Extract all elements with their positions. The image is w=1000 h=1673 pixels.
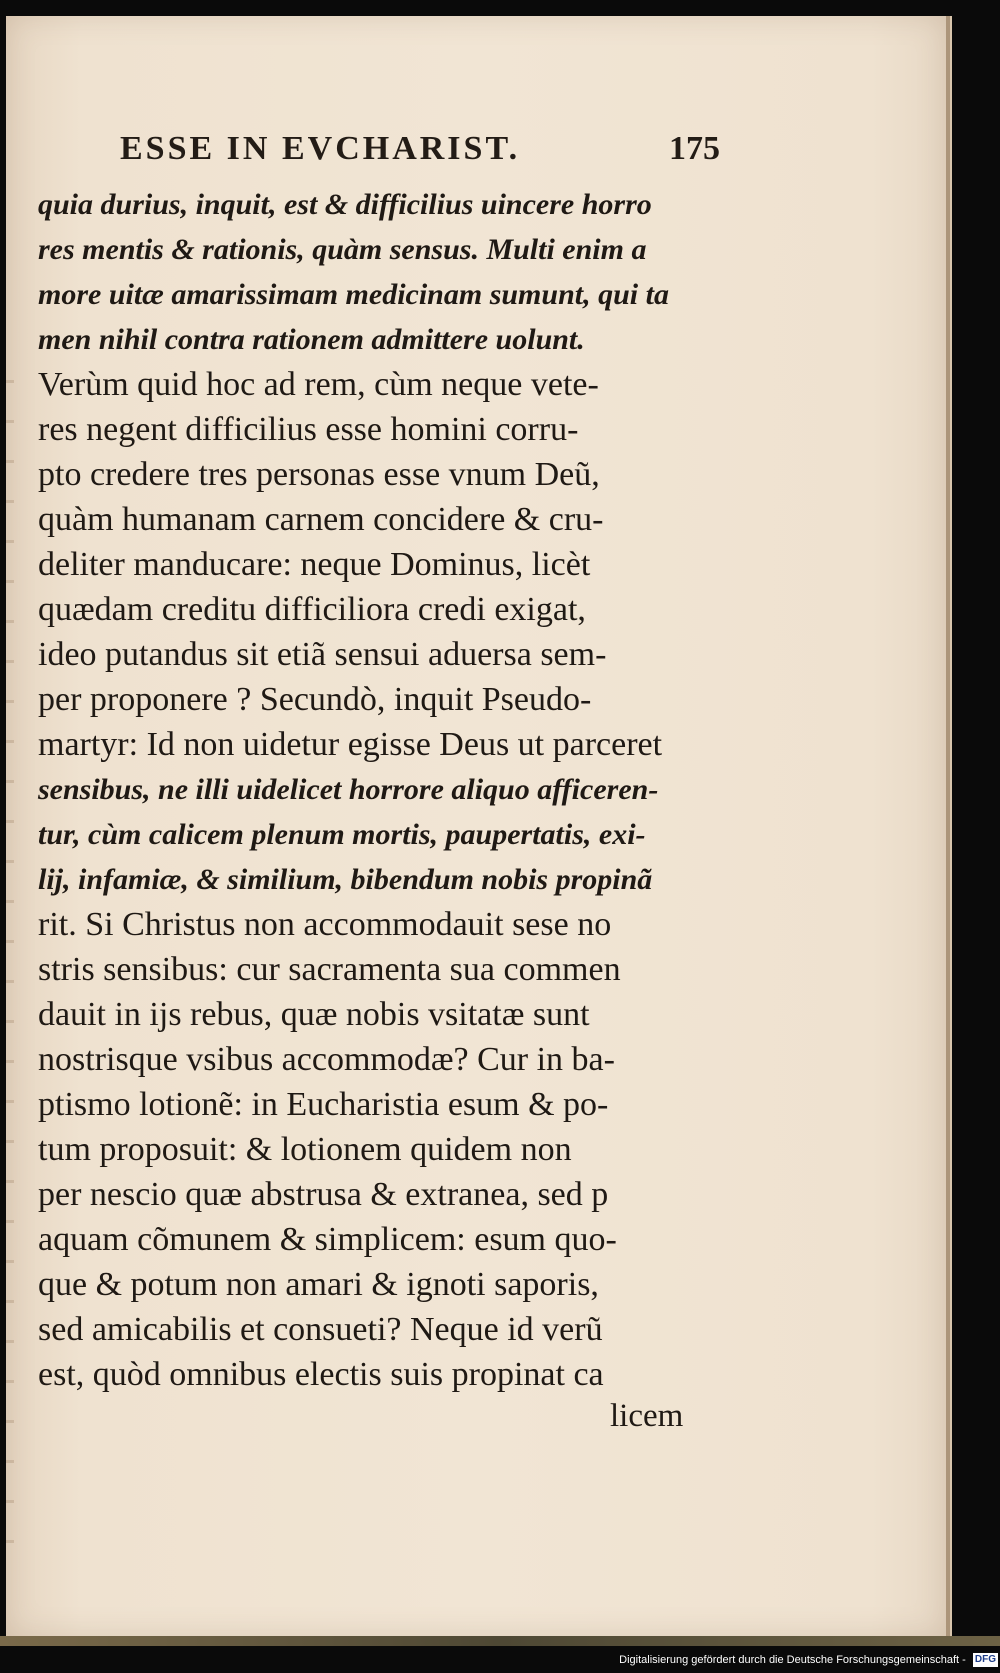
text-line: ideo putandus sit etiã sensui aduersa sem- (38, 636, 607, 673)
text-line: quàm humanam carnem concidere & cru- (38, 501, 604, 538)
text-line: tur, cùm calicem plenum mortis, paupertatis, exi- (38, 818, 646, 851)
page-header (120, 130, 720, 174)
text-line: men nihil contra rationem admittere uolunt. (38, 323, 585, 356)
page-number: 175 (669, 130, 720, 167)
page-edge-right (946, 16, 950, 1636)
text-line: sed amicabilis et consueti? Neque id verũ (38, 1311, 603, 1348)
text-line: deliter manducare: neque Dominus, licèt (38, 546, 591, 583)
running-head: ESSE IN EVCHARIST. (120, 130, 521, 167)
catchword: licem (610, 1398, 684, 1434)
text-line: martyr: Id non uidetur egisse Deus ut parceret (38, 726, 663, 763)
text-line: more uitæ amarissimam medicinam sumunt, qui ta (38, 278, 669, 311)
text-line: dauit in ijs rebus, quæ nobis vsitatæ sunt (38, 996, 590, 1033)
text-line: quia durius, inquit, est & difficilius uincere horro (38, 188, 652, 221)
text-line: quædam creditu difficiliora credi exigat, (38, 591, 586, 628)
text-line: res negent difficilius esse homini corru- (38, 411, 579, 448)
dfg-logo-icon: DFG (974, 1654, 996, 1666)
text-line: tum proposuit: & lotionem quidem non (38, 1131, 572, 1168)
text-line: nostrisque vsibus accommodæ? Cur in ba- (38, 1041, 615, 1078)
text-line: pto credere tres personas esse vnum Deũ, (38, 456, 600, 493)
text-line: stris sensibus: cur sacramenta sua commen (38, 951, 621, 988)
body-text (38, 182, 726, 1397)
text-line: res mentis & rationis, quàm sensus. Multi enim a (38, 233, 647, 266)
page-edge-left (6, 380, 14, 1580)
text-line: sensibus, ne illi uidelicet horrore aliquo afficeren- (38, 773, 659, 806)
credit-text: Digitalisierung gefördert durch die Deutsche Forschungsgemeinschaft - (619, 1654, 966, 1666)
text-line: Verùm quid hoc ad rem, cùm neque vete- (38, 366, 599, 403)
text-line: que & potum non amari & ignoti saporis, (38, 1266, 599, 1303)
text-line: lij, infamiæ, & similium, bibendum nobis propinã (38, 863, 653, 896)
text-line: rit. Si Christus non accommodauit sese no (38, 906, 612, 943)
text-line: ptismo lotionẽ: in Eucharistia esum & po- (38, 1086, 609, 1123)
text-line: per proponere ? Secundò, inquit Pseudo- (38, 681, 592, 718)
text-line: est, quòd omnibus electis suis propinat ca (38, 1356, 604, 1393)
page-bottom-edge (0, 1636, 1000, 1646)
digitization-credit (600, 1650, 998, 1670)
text-line: per nescio quæ abstrusa & extranea, sed p (38, 1176, 609, 1213)
text-line: aquam cõmunem & simplicem: esum quo- (38, 1221, 617, 1258)
